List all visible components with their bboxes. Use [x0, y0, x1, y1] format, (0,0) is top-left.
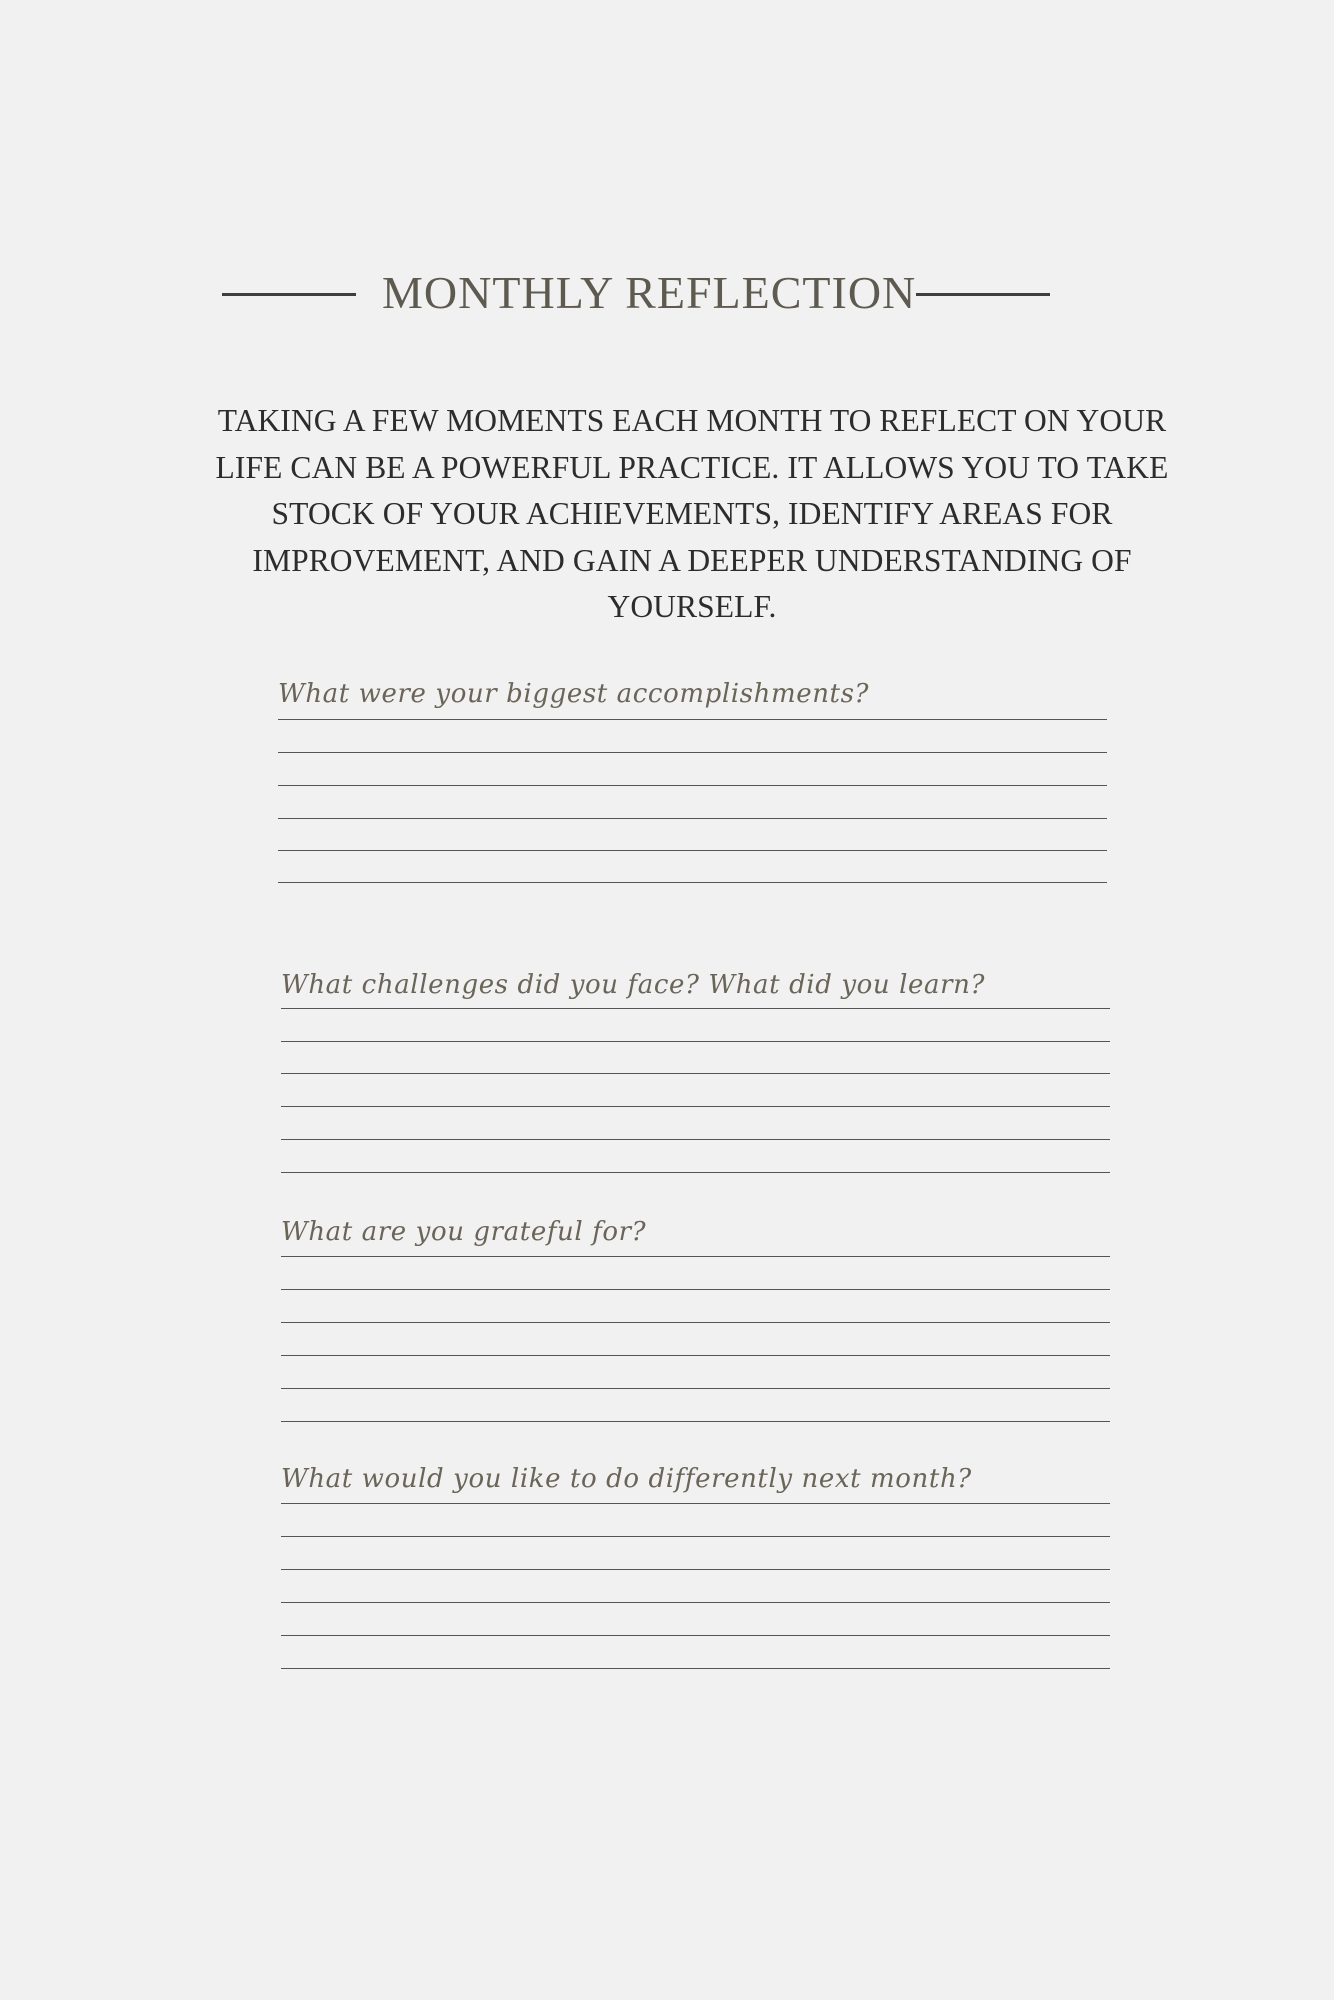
writing-line[interactable] — [281, 1008, 1110, 1009]
section-challenges — [281, 967, 1110, 1177]
page-title: MONTHLY REFLECTION — [382, 267, 917, 318]
writing-line[interactable] — [281, 1602, 1110, 1603]
section-next-month — [281, 1461, 1110, 1671]
writing-line[interactable] — [278, 818, 1107, 819]
intro-paragraph: TAKING A FEW MOMENTS EACH MONTH TO REFLECT ON YOUR LIFE CAN BE A POWERFUL PRACTICE. IT ALLOWS YOU TO TAKE STOCK OF YOUR ACHIEVEMENTS, IDENTIFY AREAS FOR IMPROVEMENT, AND GAIN A DEEPER UNDERSTANDING OF YOURSELF. — [215, 403, 1169, 624]
writing-line[interactable] — [281, 1041, 1110, 1042]
writing-line[interactable] — [278, 752, 1107, 753]
writing-line[interactable] — [278, 850, 1107, 851]
prompt-challenges: What challenges did you face? What did you learn? — [281, 970, 986, 1000]
section-gratitude — [281, 1214, 1110, 1424]
writing-line[interactable] — [281, 1073, 1110, 1074]
writing-line[interactable] — [281, 1256, 1110, 1257]
writing-line[interactable] — [281, 1139, 1110, 1140]
prompt-gratitude: What are you grateful for? — [281, 1217, 647, 1247]
title-block — [222, 256, 1050, 330]
writing-line[interactable] — [281, 1635, 1110, 1636]
writing-line[interactable] — [278, 719, 1107, 720]
writing-line[interactable] — [281, 1388, 1110, 1389]
writing-line[interactable] — [281, 1322, 1110, 1323]
writing-line[interactable] — [281, 1172, 1110, 1173]
writing-line[interactable] — [281, 1536, 1110, 1537]
writing-line[interactable] — [281, 1668, 1110, 1669]
title-right-divider — [916, 293, 1050, 296]
writing-line[interactable] — [281, 1503, 1110, 1504]
writing-line[interactable] — [281, 1106, 1110, 1107]
title-left-divider — [222, 293, 356, 296]
writing-line[interactable] — [281, 1569, 1110, 1570]
section-accomplishments — [278, 676, 1107, 886]
writing-line[interactable] — [281, 1289, 1110, 1290]
prompt-next-month: What would you like to do differently next month? — [281, 1464, 972, 1494]
prompt-accomplishments: What were your biggest accomplishments? — [278, 679, 870, 709]
writing-line[interactable] — [278, 882, 1107, 883]
writing-line[interactable] — [281, 1421, 1110, 1422]
writing-line[interactable] — [278, 785, 1107, 786]
writing-line[interactable] — [281, 1355, 1110, 1356]
